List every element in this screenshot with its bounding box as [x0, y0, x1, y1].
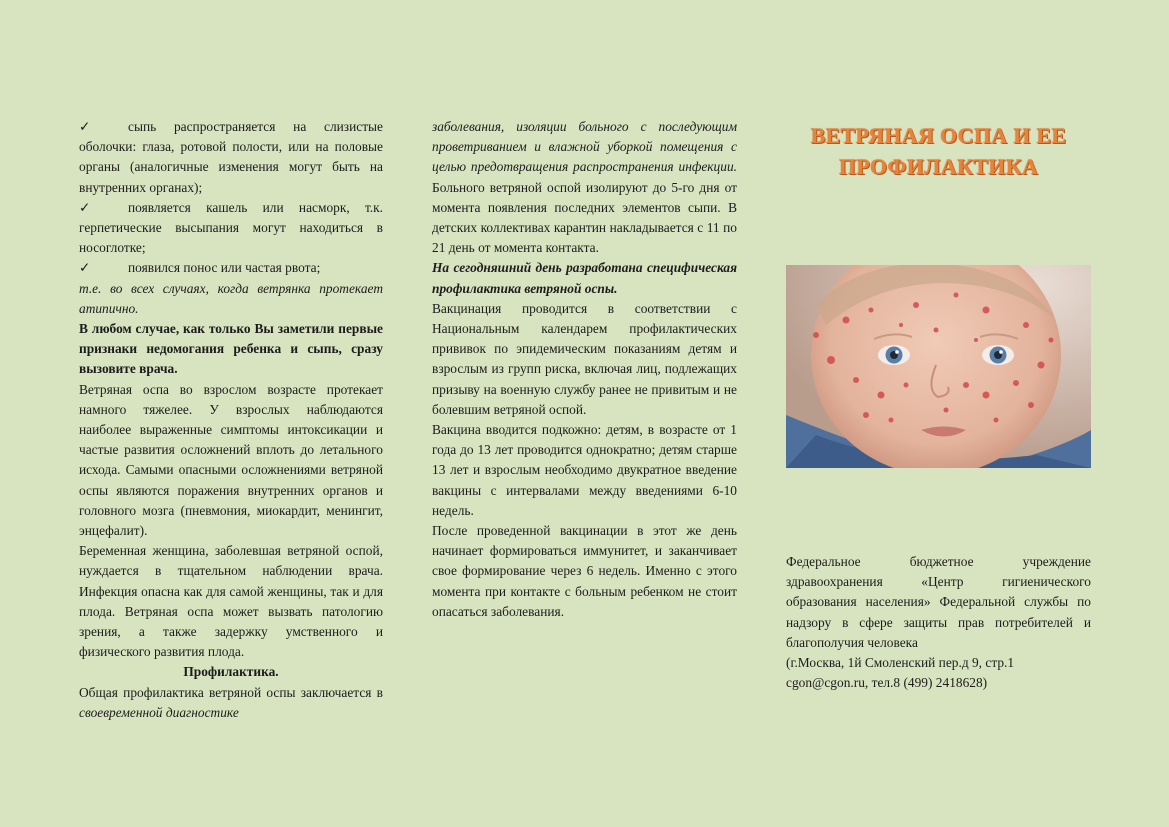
vaccine-admin-paragraph: Вакцина вводится подкожно: детям, в возрасте от 1 года до 13 лет проводится однократно; детям старше 13 лет и взрослым необходимо двукратное введение вакцины с интервалами между введениями 6-10 недель.: [432, 422, 737, 518]
column-3: [786, 0, 1091, 827]
atypical-note: т.е. во всех случаях, когда ветрянка протекает атипично.: [79, 280, 383, 316]
organization-address: (г.Москва, 1й Смоленский пер.д 9, стр.1 cgon@cgon.ru, тел.8 (499) 2418628): [786, 655, 1015, 691]
child-photo: [786, 265, 1091, 468]
column-1: [79, 117, 383, 723]
general-prevention: Общая профилактика ветряной оспы заключается в своевременной диагностике: [79, 684, 383, 720]
pregnant-paragraph: Беременная женщина, заболевшая ветряной оспой, нуждается в тщательном наблюдении врача. Инфекция опасна как для самой женщины, так и для плода. Ветряная оспа может вызвать патологию зрения, а также задержку умственного и физического развития плода.: [79, 543, 383, 660]
checkmark-icon: ✓: [79, 199, 91, 215]
bullet-item: ✓ появился понос или частая рвота;: [79, 258, 383, 278]
doctor-warning: В любом случае, как только Вы заметили первые признаки недомогания ребенка и сыпь, сразу вызовите врача.: [79, 321, 383, 377]
column-2: [432, 117, 737, 622]
checkmark-icon: ✓: [79, 119, 91, 134]
specific-prevention: На сегодняшний день разработана специфическая профилактика ветряной оспы.: [432, 260, 737, 296]
adults-paragraph: Ветряная оспа во взрослом возрасте протекает намного тяжелее. У взрослых наблюдаются наиболее выраженные симптомы интоксикации и частые развития осложнений вплоть до летального исхода. Самыми опасными осложнениями ветряной оспы являются поражения внутренних органов и головного мозга (пневмония, миокардит, менингит, энцефалит).: [79, 381, 383, 539]
child-with-rash-image: [786, 265, 1091, 468]
vaccination-paragraph: Вакцинация проводится в соответствии с Национальным календарем профилактических прививок по эпидемическим показаниям детям и взрослым из групп риска, включая лиц, подлежащих призыву на военную службу ранее не привитым и не болевшим ветряной оспой.: [432, 300, 737, 417]
organization-info: [786, 552, 1091, 693]
prevention-heading: Профилактика.: [183, 664, 279, 680]
bullet-item: ✓ сыпь распространяется на слизистые оболочки: глаза, ротовой полости, или на половые органы (аналогичные изменения могут быть на внутренних органах);: [79, 119, 383, 195]
brochure-title: ВЕТРЯНАЯ ОСПА И ЕЕ ПРОФИЛАКТИКА: [810, 123, 1067, 179]
checkmark-icon: ✓: [79, 260, 91, 276]
organization-name: Федеральное бюджетное учреждение здравоохранения «Центр гигиенического образования населения» Федеральной службы по надзору в сфере защиты прав потребителей и благополучия человека: [786, 554, 1091, 650]
bullet-item: ✓ появляется кашель или насморк, т.к. герпетические высыпания могут находиться в носоглотке;: [79, 199, 383, 256]
immunity-paragraph: После проведенной вакцинации в этот же день начинает формироваться иммунитет, и заканчивает свое формирование через 6 недель. Именно с этого момента при контакте с больным ребенком не стоит опасаться заболевания.: [432, 523, 737, 619]
isolation-paragraph: заболевания, изоляции больного с последующим проветриванием и влажной уборкой помещения с целью предотвращения распространения инфекции. Больного ветряной оспой изолируют до 5-го дня от момента появления последних элементов сыпи. В детских коллективах карантин накладывается с 11 по 21 день от момента контакта.: [432, 119, 737, 256]
